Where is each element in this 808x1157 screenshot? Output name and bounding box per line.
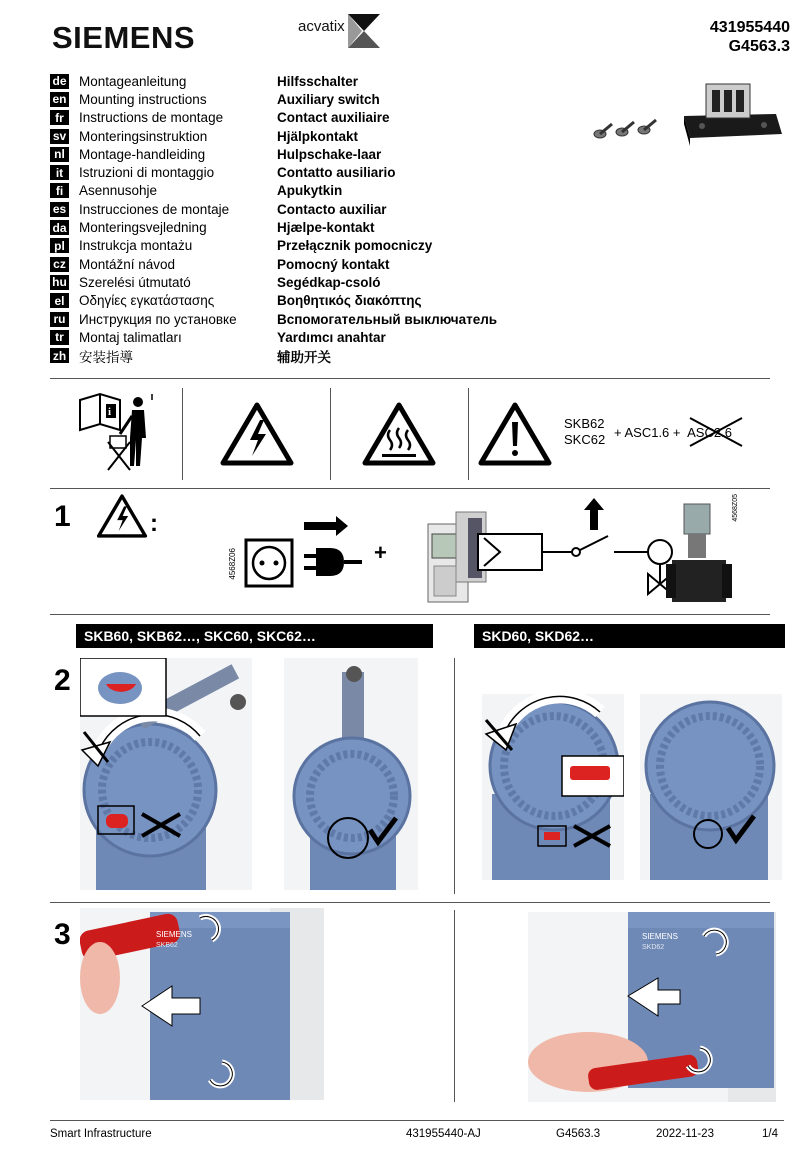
footer-date: 2022-11-23 <box>656 1128 714 1140</box>
document-number <box>710 18 790 56</box>
actuator-label: SKC62 <box>564 432 606 447</box>
actuator-illustration <box>482 694 624 880</box>
language-doc-type: Monteringsinstruktion <box>79 128 208 144</box>
language-row-pl <box>50 237 497 255</box>
figure-code: 4568Z06 <box>228 548 237 580</box>
language-row-ru <box>50 310 497 328</box>
unplug-power-icon <box>244 512 364 598</box>
footer-division: Smart Infrastructure <box>50 1128 152 1140</box>
language-product-title: Hjælpe-kontakt <box>277 220 375 236</box>
divider <box>468 388 469 480</box>
step-number: 2 <box>54 664 71 697</box>
step-number: 3 <box>54 918 71 951</box>
product-image <box>586 76 786 156</box>
language-code: es <box>50 202 69 217</box>
language-product-title: Hilfsschalter <box>277 73 359 89</box>
language-doc-type: Οδηγίες εγκατάστασης <box>79 293 215 309</box>
language-code: pl <box>50 238 69 253</box>
actuator-photo-wrong <box>80 658 252 890</box>
language-row-cz <box>50 255 497 273</box>
electric-hazard-icon <box>220 402 294 466</box>
actuator-photo-wrong <box>482 694 624 880</box>
language-product-title: Przełącznik pomocniczy <box>277 238 433 254</box>
actuator-illustration <box>284 658 418 890</box>
divider <box>50 378 770 379</box>
divider <box>330 388 331 480</box>
language-code: el <box>50 293 69 308</box>
language-doc-type: Montage-handleiding <box>79 146 206 162</box>
divider <box>50 614 770 615</box>
doc-number: 431955440 <box>709 19 790 36</box>
language-doc-type: 安装指導 <box>79 349 133 365</box>
language-row-en <box>50 90 497 108</box>
electric-hazard-icon <box>96 494 148 538</box>
cross-out-icon <box>688 416 744 448</box>
language-doc-type: Instrucciones de montaje <box>79 201 230 217</box>
step-colon: : <box>150 510 158 537</box>
language-product-title: Pomocný kontakt <box>277 256 390 272</box>
actuator-models <box>564 416 605 448</box>
language-doc-type: Mounting instructions <box>79 91 207 107</box>
language-product-title: Contacto auxiliar <box>277 201 387 217</box>
language-row-el <box>50 292 497 310</box>
accessory-allowed: + ASC1.6 + <box>614 425 681 440</box>
step-number: 1 <box>54 500 71 533</box>
language-row-da <box>50 218 497 236</box>
footer-doc-ref: 431955440-AJ <box>406 1128 481 1140</box>
divider <box>454 658 455 894</box>
language-row-es <box>50 200 497 218</box>
actuator-photo-correct <box>284 658 418 890</box>
plus-sign: + <box>374 540 387 565</box>
language-row-it <box>50 163 497 181</box>
language-product-title: Yardımcı anahtar <box>277 329 386 345</box>
language-code: en <box>50 92 69 107</box>
doc-code: G4563.3 <box>728 38 790 55</box>
model-label: SKD62 <box>642 944 665 951</box>
language-product-title: Auxiliary switch <box>277 91 380 107</box>
language-list <box>50 72 497 365</box>
language-code: zh <box>50 348 69 363</box>
actuator-illustration <box>640 694 782 880</box>
language-code: it <box>50 165 69 180</box>
footer-page: 1/4 <box>762 1128 778 1140</box>
language-doc-type: Istruzioni di montaggio <box>79 165 215 181</box>
divider <box>182 388 183 480</box>
cover-removal-illustration <box>80 908 324 1100</box>
read-manual-icon <box>76 390 162 472</box>
actuator-photo-correct <box>640 694 782 880</box>
language-code: cz <box>50 257 69 272</box>
language-code: fi <box>50 183 69 198</box>
language-code: fr <box>50 110 69 125</box>
language-doc-type: Asennusohje <box>79 183 158 199</box>
cover-removal-photo <box>80 908 324 1100</box>
language-code: ru <box>50 312 69 327</box>
language-doc-type: Montageanleitung <box>79 73 187 89</box>
language-doc-type: Szerelési útmutató <box>79 274 191 290</box>
actuator-illustration <box>80 658 252 890</box>
language-row-hu <box>50 273 497 291</box>
siemens-logo: SIEMENS <box>52 20 196 55</box>
model-banner-right: SKD60, SKD62… <box>474 624 785 648</box>
model-banner-left: SKB60, SKB62…, SKC60, SKC62… <box>76 624 433 648</box>
language-product-title: Вспомогательный выключатель <box>277 311 498 327</box>
acvatix-logo: acvatix <box>298 18 345 35</box>
language-product-title: Βοηθητικός διακόπτης <box>277 293 422 309</box>
divider <box>454 910 455 1102</box>
model-label: SKB62 <box>156 942 178 949</box>
language-row-fr <box>50 109 497 127</box>
language-row-nl <box>50 145 497 163</box>
language-doc-type: Monteringsvejledning <box>79 220 207 236</box>
hot-surface-icon <box>362 402 436 466</box>
language-doc-type: Инструкция по установке <box>79 311 237 327</box>
language-product-title: Hulpschake-laar <box>277 146 382 162</box>
language-doc-type: Montážní návod <box>79 256 176 272</box>
caution-icon <box>478 402 552 466</box>
language-doc-type: Instrukcja montażu <box>79 238 193 254</box>
language-product-title: 辅助开关 <box>277 349 331 365</box>
language-product-title: Hjälpkontakt <box>277 128 359 144</box>
actuator-label: SKB62 <box>564 416 605 431</box>
language-product-title: Segédkap-csoló <box>277 274 381 290</box>
language-product-title: Apukytkin <box>277 183 343 199</box>
control-circuit-diagram <box>426 494 746 606</box>
divider <box>50 488 770 489</box>
housing-brand-label: SIEMENS <box>642 932 679 941</box>
language-code: da <box>50 220 69 235</box>
svg-text:i: i <box>108 406 112 418</box>
footer-divider <box>50 1120 784 1121</box>
language-code: hu <box>50 275 69 290</box>
accessory-not-allowed: ASC2.6 <box>687 425 732 440</box>
language-row-fi <box>50 182 497 200</box>
housing-brand-label: SIEMENS <box>156 930 193 939</box>
language-row-zh <box>50 346 497 364</box>
figure-code: 4568Z05 <box>732 494 739 522</box>
language-row-sv <box>50 127 497 145</box>
language-code: tr <box>50 330 69 345</box>
divider <box>50 902 770 903</box>
language-code: de <box>50 74 69 89</box>
language-code: nl <box>50 147 69 162</box>
acvatix-logo-icon <box>348 14 380 48</box>
language-row-tr <box>50 328 497 346</box>
language-doc-type: Instructions de montage <box>79 110 224 126</box>
language-code: sv <box>50 129 69 144</box>
footer-doc-code: G4563.3 <box>556 1128 601 1140</box>
language-row-de <box>50 72 497 90</box>
language-product-title: Contact auxiliaire <box>277 110 390 126</box>
language-product-title: Contatto ausiliario <box>277 165 396 181</box>
language-doc-type: Montaj talimatları <box>79 329 182 345</box>
